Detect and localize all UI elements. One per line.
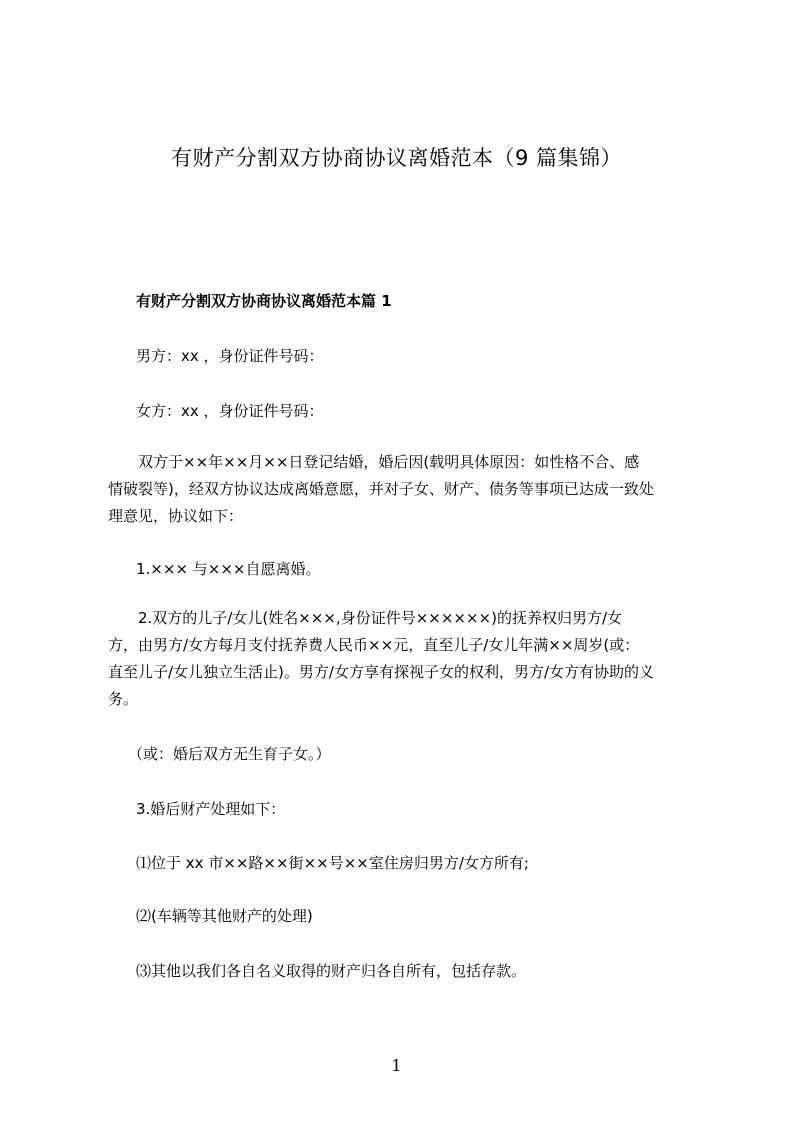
item-2-paragraph bbox=[108, 605, 654, 713]
male-party-line: 男方：xx ，身份证件号码： bbox=[136, 347, 324, 365]
intro-line-2: 情破裂等)，经双方协议达成离婚意愿，并对子女、财产、债务等事项已达成一致处 bbox=[108, 480, 654, 498]
intro-line-1: 双方于××年××月××日登记结婚，婚后因(载明具体原因：如性格不合、感 bbox=[138, 453, 640, 471]
item-2-alternative: （或：婚后双方无生育子女。） bbox=[128, 745, 331, 763]
document-title: 有财产分割双方协商协议离婚范本（9 篇集锦） bbox=[170, 146, 623, 170]
item-3-sub-2: ⑵(车辆等其他财产的处理) bbox=[136, 907, 313, 925]
page-number: 1 bbox=[391, 1056, 402, 1075]
female-party-line: 女方：xx ，身份证件号码： bbox=[136, 402, 324, 420]
item-2-line-3: 直至儿子/女儿独立生活止)。男方/女方享有探视子女的权利，男方/女方有协助的义 bbox=[108, 663, 655, 681]
intro-paragraph bbox=[108, 449, 654, 530]
item-3: 3.婚后财产处理如下： bbox=[136, 800, 286, 818]
section-heading: 有财产分割双方协商协议离婚范本篇 1 bbox=[136, 292, 392, 310]
item-3-sub-3: ⑶其他以我们各自名义取得的财产归各自所有，包括存款。 bbox=[136, 962, 527, 980]
intro-line-3: 理意见，协议如下： bbox=[108, 507, 244, 525]
item-2-line-1: 2.双方的儿子/女儿(姓名×××,身份证件号××××××)的抚养权归男方/女 bbox=[138, 609, 623, 627]
item-1: 1.××× 与×××自愿离婚。 bbox=[136, 560, 321, 578]
item-2-line-4: 务。 bbox=[108, 690, 139, 708]
item-2-line-2: 方，由男方/女方每月支付抚养费人民币××元，直至儿子/女儿年满××周岁(或： bbox=[108, 636, 640, 654]
item-3-sub-1: ⑴位于 xx 市××路××街××号××室住房归男方/女方所有; bbox=[136, 854, 529, 872]
